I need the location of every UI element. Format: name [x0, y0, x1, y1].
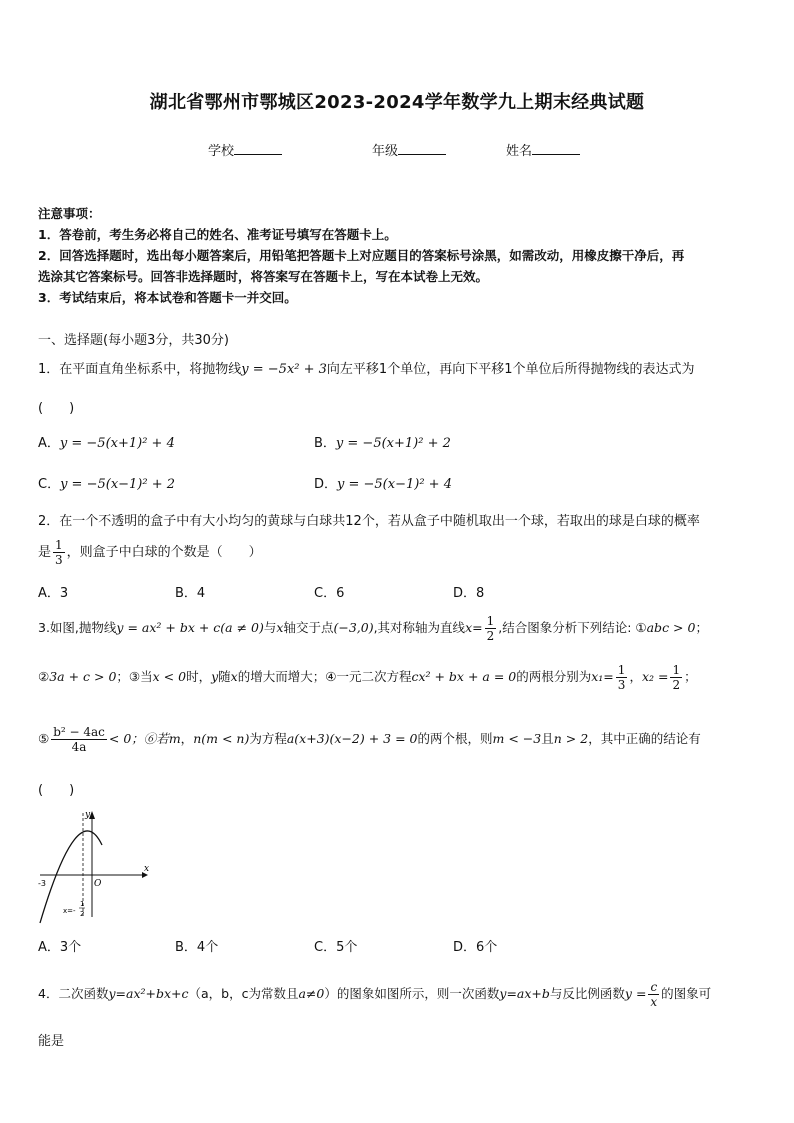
- q3-l1-fraction: [485, 614, 497, 643]
- q3-l1-frac-den: 2: [486, 629, 495, 643]
- notes: [38, 203, 758, 308]
- q4-fraction: [648, 980, 659, 1009]
- q3-l3-e: 的两个根，则: [417, 731, 493, 746]
- q3-l3-n2: n > 2: [553, 731, 589, 746]
- question-2-line2: [38, 538, 262, 567]
- q3-l2-f2-den: 2: [672, 678, 681, 692]
- q3-l2-frac1: [616, 663, 628, 692]
- page-title: 湖北省鄂州市鄂城区2023-2024学年数学九上期末经典试题: [149, 92, 645, 113]
- q1-option-b: [314, 432, 451, 451]
- neg3-label: -3: [38, 879, 46, 888]
- q3-l3-f: 且: [541, 731, 554, 746]
- q2-option-d: D．8: [453, 586, 485, 601]
- notes-item-1: 1．答卷前，考生务必将自己的姓名、准考证号填写在答题卡上。: [38, 227, 397, 242]
- q2-frac-num: 1: [55, 538, 63, 552]
- q1-a-expr: y = −5(x+1)² + 4: [59, 436, 175, 451]
- question-3-line3: [38, 725, 701, 754]
- q1-option-c: [38, 473, 175, 492]
- axis-eq-num: 1: [80, 900, 85, 908]
- question-2-line1: 2．在一个不透明的盒子中有大小均匀的黄球与白球共12个，若从盒子中随机取出一个球，若取出的球是白球的概率: [38, 514, 700, 529]
- q3-l2-f1-num: 1: [617, 663, 626, 677]
- q3-l3-c: ，: [180, 731, 194, 746]
- name-label: 姓名: [506, 144, 533, 159]
- q3-l2-e: 的增大而增大；④一元二次方程: [237, 669, 412, 684]
- q3-l1-pre: 3.如图,抛物线: [38, 620, 117, 635]
- y-axis-label: y: [85, 810, 91, 820]
- q4-pre: 4．二次函数: [38, 986, 109, 1001]
- q3-l1-x: x: [276, 620, 284, 635]
- q1-d-expr: y = −5(x−1)² + 4: [337, 477, 452, 492]
- q2-frac-den: 3: [55, 553, 63, 567]
- q3-l1-xeq: x=: [465, 620, 483, 635]
- q4-linear: y=ax+b: [499, 986, 550, 1001]
- notes-item-2b: 选涂其它答案标号。回答非选择题时，将答案写在答题卡上，写在本试卷上无效。: [38, 269, 489, 284]
- q3-l3-frac-num: b² − 4ac: [53, 725, 105, 739]
- q3-l2-x: x: [230, 669, 238, 684]
- q3-l2-eq: cx² + bx + a = 0: [411, 669, 517, 684]
- origin-label: O: [94, 879, 102, 889]
- q3-l1-end: ；: [695, 620, 708, 635]
- q3-l3-g: ，其中正确的结论有: [588, 731, 701, 746]
- question-4-line2: 能是: [38, 1034, 65, 1049]
- q4-expr: y=ax²+bx+c: [108, 986, 189, 1001]
- q1-d-label: D．: [314, 477, 338, 492]
- q3-l1-mid4: ,结合图象分析下列结论: ①: [498, 620, 647, 635]
- school-field: [208, 140, 282, 159]
- q1-pre: 1．在平面直角坐标系中，将抛物线: [38, 362, 242, 377]
- question-4-line1: [38, 980, 711, 1009]
- q3-l2-a: ②: [38, 669, 50, 684]
- q3-l3-m2: m < −3: [492, 731, 542, 746]
- q2-pre: 是: [38, 545, 52, 560]
- q3-l3-b: < 0；⑥若: [108, 731, 169, 746]
- q3-l3-fraction: [51, 725, 107, 754]
- question-3-line2: [38, 663, 697, 692]
- q3-l2-f1-den: 3: [617, 678, 626, 692]
- q3-l3-eq: a(x+3)(x−2) + 3 = 0: [286, 731, 418, 746]
- q1-paren: ( ): [38, 401, 75, 416]
- q3-c3: x < 0: [152, 669, 187, 684]
- q1-b-expr: y = −5(x+1)² + 2: [335, 436, 451, 451]
- q3-c1: abc > 0: [646, 620, 696, 635]
- q3-l3-frac-den: 4a: [71, 740, 87, 754]
- notes-heading: 注意事项：: [38, 206, 101, 221]
- q3-l1-frac-num: 1: [486, 614, 495, 628]
- q3-option-c: C．5个: [314, 940, 358, 955]
- q3-l1-mid3: ,其对称轴为直线: [373, 620, 466, 635]
- q3-l1-expr: y = ax² + bx + c(a ≠ 0): [116, 620, 264, 635]
- q4-mid: （a，b，c为常数且: [188, 986, 299, 1001]
- q3-option-a: A．3个: [38, 940, 82, 955]
- q1-c-expr: y = −5(x−1)² + 2: [60, 477, 176, 492]
- q4-mid3: 与反比例函数: [549, 986, 625, 1001]
- q1-c-label: C．: [38, 477, 61, 492]
- section-heading: 一、选择题(每小题3分，共30分): [38, 333, 229, 348]
- q1-b-label: B．: [314, 436, 336, 451]
- x-axis-label: x: [144, 864, 150, 874]
- notes-item-3: 3．考试结束后，将本试卷和答题卡一并交回。: [38, 290, 297, 305]
- q4-cond: a≠0: [298, 986, 325, 1001]
- q3-l2-end: ；: [684, 669, 697, 684]
- q3-l3-a: ⑤: [38, 731, 50, 746]
- grade-label: 年级: [372, 144, 399, 159]
- q3-l1-mid: 与: [263, 620, 277, 635]
- q3-l1-point: (−3,0): [333, 620, 374, 635]
- q3-option-d: D．6个: [453, 940, 498, 955]
- question-3-line1: [38, 614, 708, 643]
- q3-paren: ( ): [38, 783, 75, 798]
- school-blank: [234, 142, 282, 155]
- q3-l2-y: y: [211, 669, 219, 684]
- grade-field: [372, 140, 446, 159]
- axis-eq-den: 2: [80, 910, 85, 918]
- q4-frac-num: c: [650, 980, 658, 994]
- q2-fraction: [53, 538, 65, 567]
- q2-option-a: A．3: [38, 586, 69, 601]
- q4-frac-den: x: [650, 995, 658, 1009]
- notes-item-2a: 2．回答选择题时，选出每小题答案后，用铅笔把答题卡上对应题目的答案标号涂黑，如需改动，用橡皮擦干净后，再: [38, 248, 685, 263]
- q3-c2: 3a + c > 0: [49, 669, 117, 684]
- q4-inverse: y =: [624, 986, 647, 1001]
- axis-eq-label: x=-: [63, 907, 76, 915]
- q2-option-b: B．4: [175, 586, 206, 601]
- grade-blank: [398, 142, 446, 155]
- name-field: [506, 140, 580, 159]
- q3-l3-d: 为方程: [249, 731, 287, 746]
- q3-l2-d: 随: [218, 669, 231, 684]
- q3-l1-mid2: 轴交于点: [283, 620, 334, 635]
- q3-l2-b: ；③当: [116, 669, 153, 684]
- q3-l2-x1: x₁=: [591, 669, 614, 684]
- q3-l2-g: ，: [629, 669, 642, 684]
- q3-l2-c: 时，: [186, 669, 212, 684]
- q1-expr: y = −5x² + 3: [241, 362, 327, 377]
- q3-l2-x2: x₂ =: [641, 669, 669, 684]
- q3-l3-n: n(m < n): [193, 731, 250, 746]
- q1-option-a: [38, 432, 175, 451]
- q4-post: 的图象可: [661, 986, 712, 1001]
- q3-l2-f2-num: 1: [672, 663, 681, 677]
- q1-option-d: [314, 473, 452, 492]
- q3-option-b: B．4个: [175, 940, 219, 955]
- q3-parabola-graph: [30, 805, 160, 925]
- q3-l3-m: m: [168, 731, 181, 746]
- q3-l2-frac2: [670, 663, 682, 692]
- q4-mid2: ）的图象如图所示，则一次函数: [324, 986, 500, 1001]
- q3-l2-f: 的两根分别为: [516, 669, 592, 684]
- q1-a-label: A．: [38, 436, 60, 451]
- school-label: 学校: [208, 144, 235, 159]
- q2-post: ，则盒子中白球的个数是（ ）: [66, 545, 262, 560]
- question-1: [38, 358, 694, 377]
- name-blank: [532, 142, 580, 155]
- q1-post: 向左平移1个单位，再向下平移1个单位后所得抛物线的表达式为: [326, 362, 695, 377]
- q2-option-c: C．6: [314, 586, 345, 601]
